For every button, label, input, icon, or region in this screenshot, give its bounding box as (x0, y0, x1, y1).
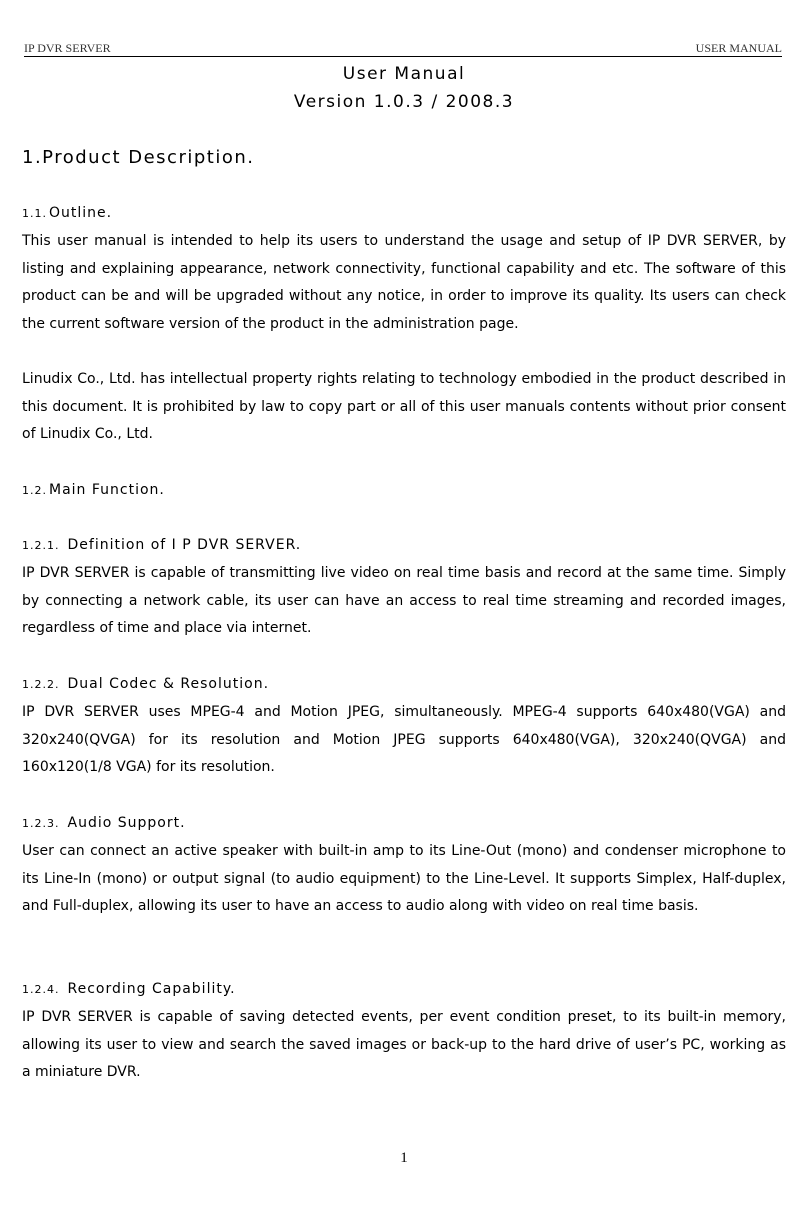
section-title: Audio Support. (67, 815, 186, 831)
definition-paragraph: IP DVR SERVER is capable of transmitting live video on real time basis and record at the same time. Simply by connecting a network cable, its user can have an access to real time streaming and recorded images, regardless of time and place via internet. (22, 565, 786, 637)
header-document-name: USER MANUAL (695, 41, 782, 55)
codec-paragraph: IP DVR SERVER uses MPEG-4 and Motion JPEG, simultaneously. MPEG-4 supports 640x480(VGA) and 320x240(QVGA) for its resolution and Motion JPEG supports 640x480(VGA), 320x240(QVGA) and 160x120(1/8 VGA) for its resolution. (22, 704, 786, 776)
section-number: 1.1. (22, 207, 47, 220)
section-number: 1.2.4. (22, 983, 60, 996)
page-number: 1 (400, 1150, 408, 1166)
chapter-heading: 1.Product Description. (22, 147, 255, 168)
section-heading-recording (22, 981, 236, 997)
section-title: Definition of I P DVR SERVER. (67, 537, 302, 553)
section-number: 1.2.2. (22, 678, 60, 691)
section-heading-audio (22, 815, 186, 831)
audio-paragraph: User can connect an active speaker with built-in amp to its Line-Out (mono) and condenser microphone to its Line-In (mono) or output signal (to audio equipment) to the Line-Level. It supports Simplex, Half-duplex, and Full-duplex, allowing its user to have an access to audio along with video on real time basis. (22, 843, 786, 915)
section-title: Main Function. (49, 482, 165, 498)
section-heading-main-function (22, 482, 165, 498)
section-number: 1.2. (22, 484, 47, 497)
section-number: 1.2.3. (22, 817, 60, 830)
section-title: Outline. (49, 205, 113, 221)
section-heading-definition (22, 537, 301, 553)
outline-paragraph-1: This user manual is intended to help its users to understand the usage and setup of IP DVR SERVER, by listing and explaining appearance, network connectivity, functional capability and etc. The software of this product can be and will be upgraded without any notice, in order to improve its quality. Its users can check the current software version of the product in the administration page. (22, 233, 786, 332)
document-version: Version 1.0.3 / 2008.3 (293, 92, 515, 112)
section-number: 1.2.1. (22, 539, 60, 552)
outline-paragraph-2: Linudix Co., Ltd. has intellectual property rights relating to technology embodied in the product described in this document. It is prohibited by law to copy part or all of this user manuals contents without prior consent of Linudix Co., Ltd. (22, 371, 786, 443)
recording-paragraph: IP DVR SERVER is capable of saving detected events, per event condition preset, to its built-in memory, allowing its user to view and search the saved images or back-up to the hard drive of user’s PC, working as a miniature DVR. (22, 1009, 786, 1081)
running-header (24, 40, 782, 57)
section-title: Recording Capability. (67, 981, 236, 997)
section-title: Dual Codec & Resolution. (67, 676, 270, 692)
section-heading-outline (22, 205, 112, 221)
section-heading-codec (22, 676, 269, 692)
document-title: User Manual (342, 64, 466, 84)
header-product-name: IP DVR SERVER (24, 41, 111, 55)
